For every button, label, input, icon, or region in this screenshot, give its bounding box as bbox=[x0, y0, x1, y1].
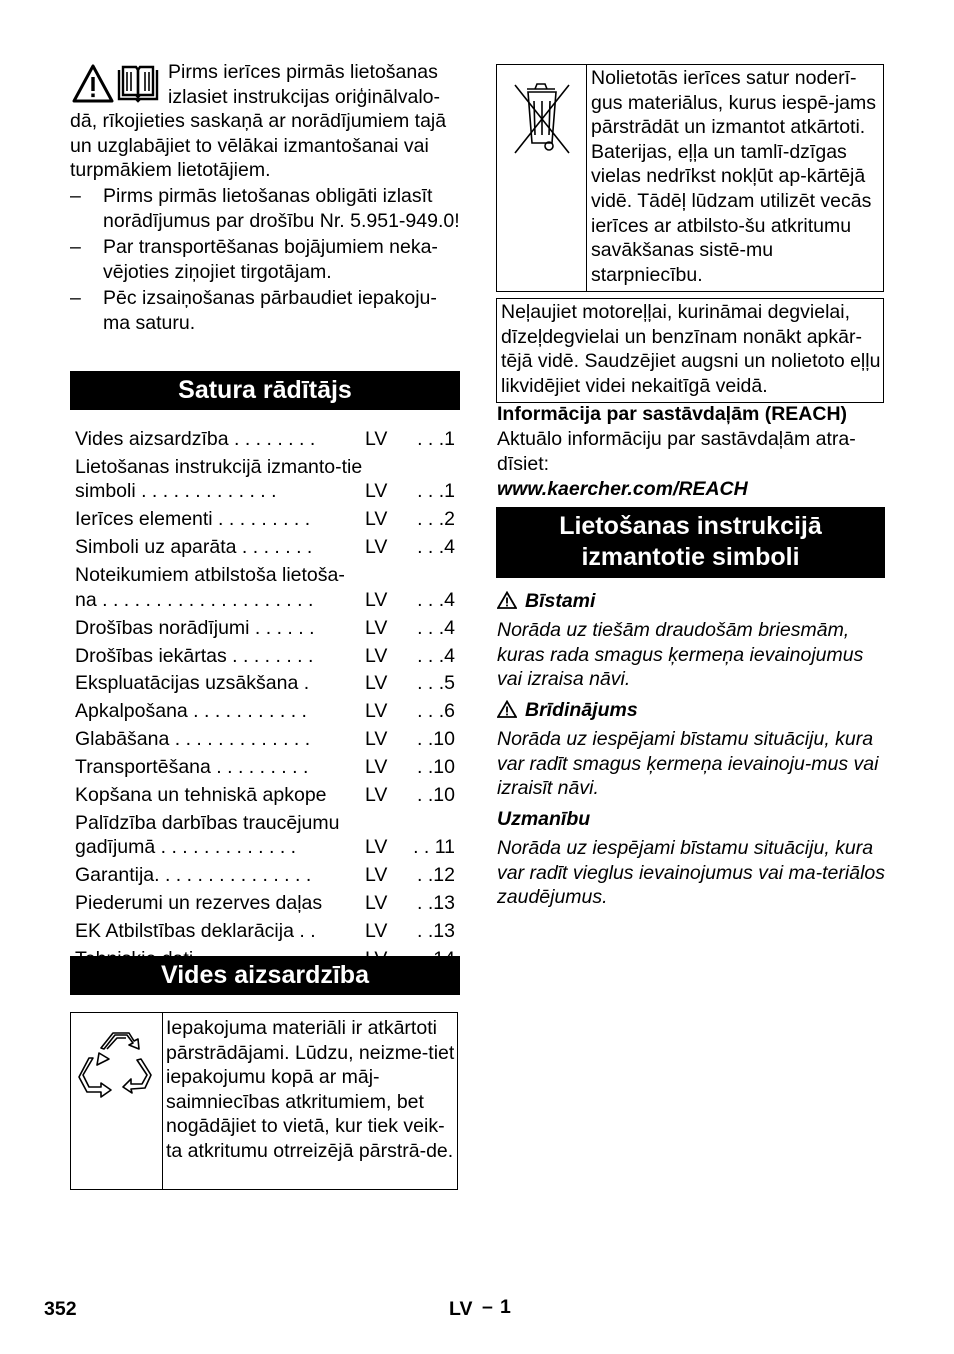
toc-page: . . .4 bbox=[417, 644, 455, 667]
toc-lang: LV bbox=[365, 783, 388, 806]
toc-lang: LV bbox=[365, 892, 388, 915]
symbols-heading-line2: izmantotie simboli bbox=[581, 543, 800, 571]
toc-lang: LV bbox=[365, 616, 388, 639]
toc-row[interactable] bbox=[75, 535, 455, 560]
toc-page: . . .6 bbox=[417, 700, 455, 723]
toc-row[interactable] bbox=[75, 699, 455, 724]
toc-lang: LV bbox=[365, 536, 388, 559]
warning-heading bbox=[497, 698, 638, 723]
recycle-icon bbox=[71, 1013, 162, 1189]
symbols-heading bbox=[496, 507, 885, 578]
toc-lang: LV bbox=[365, 480, 388, 503]
weee-icon-cell bbox=[497, 65, 587, 291]
toc-title: Lietošanas instrukcijā izmanto-tie simboli . . . . . . . . . . . . . bbox=[75, 455, 363, 503]
bullet-text: Par transportēšanas bojājumiem neka-vējoties ziņojiet tirgotājam. bbox=[103, 236, 438, 283]
recycle-text: Iepakojuma materiāli ir atkārtoti pārstrādājami. Lūdzu, neizme-tiet iepakojumu kopā ar māj-saimniecības atkritumiem, bet nogādājiet to vietā, kur tiek veik-ta atkritumu otrreizējā pārstrā-de. bbox=[166, 1017, 455, 1162]
reach-title: Informācija par sastāvdaļām (REACH) bbox=[497, 403, 848, 425]
list-item bbox=[70, 286, 460, 335]
toc-page: . .13 bbox=[417, 920, 455, 943]
toc-title: Glabāšana . . . . . . . . . . . . . bbox=[75, 728, 311, 751]
footer-lang: LV bbox=[449, 1298, 473, 1320]
list-item bbox=[70, 184, 460, 233]
toc-page: . . .1 bbox=[417, 480, 455, 503]
danger-title: Bīstami bbox=[525, 590, 596, 612]
toc-page: . .12 bbox=[417, 864, 455, 887]
toc-page: . . .5 bbox=[417, 672, 455, 695]
caution-text: Norāda uz iespējami bīstamu situāciju, kura var radīt vieglus ievainojumus vai ma-teriālos zaudējumus. bbox=[497, 837, 885, 909]
warning-triangle-icon bbox=[497, 591, 517, 609]
toc-title: Drošības norādījumi . . . . . . bbox=[75, 616, 315, 639]
intro-text-first: Pirms ierīces pirmās lietošanas izlasiet instrukcijas oriģinālvalo- bbox=[168, 61, 441, 108]
toc-lang: LV bbox=[365, 588, 388, 611]
toc-row[interactable] bbox=[75, 427, 455, 452]
crossed-bin-icon bbox=[497, 65, 586, 291]
page-number: 352 bbox=[44, 1298, 77, 1320]
warning-title: Brīdinājums bbox=[525, 699, 638, 721]
warning-triangle-icon bbox=[497, 700, 517, 718]
toc-title: Ekspluatācijas uzsākšana . bbox=[75, 672, 310, 695]
weee-info-box bbox=[496, 64, 884, 292]
reach-text: Aktuālo informāciju par sastāvdaļām atra-dīsiet: bbox=[497, 428, 856, 475]
bullet-text: Pirms pirmās lietošanas obligāti izlasīt norādījumus par drošību Nr. 5.951-949.0! bbox=[103, 185, 460, 232]
toc-lang: LV bbox=[365, 700, 388, 723]
toc-row[interactable] bbox=[75, 671, 455, 696]
toc-row[interactable] bbox=[75, 863, 455, 888]
toc-lang: LV bbox=[365, 864, 388, 887]
toc-row[interactable] bbox=[75, 783, 455, 808]
toc-lang: LV bbox=[365, 672, 388, 695]
toc-row[interactable] bbox=[75, 755, 455, 780]
danger-text: Norāda uz tiešām draudošām briesmām, kuras rada smagus ķermeņa ievainojumus vai izraisa nāvi. bbox=[497, 619, 864, 691]
toc-title: Palīdzība darbības traucējumu gadījumā . . . . . . . . . . . . . bbox=[75, 811, 340, 859]
bullet-dash: – bbox=[70, 185, 81, 207]
toc-page: . . .2 bbox=[417, 508, 455, 531]
toc-page: . .10 bbox=[417, 783, 455, 806]
toc-title: Kopšana un tehniskā apkope bbox=[75, 783, 327, 806]
toc-lang: LV bbox=[365, 508, 388, 531]
toc-lang: LV bbox=[365, 644, 388, 667]
danger-heading bbox=[497, 589, 595, 614]
toc-title: Ierīces elementi . . . . . . . . . bbox=[75, 508, 311, 531]
toc-row[interactable] bbox=[75, 727, 455, 752]
toc-title: Apkalpošana . . . . . . . . . . . bbox=[75, 700, 307, 723]
footer-separator: – bbox=[482, 1296, 493, 1318]
intro-icons bbox=[72, 64, 160, 104]
toc-title: Garantija. . . . . . . . . . . . . . . bbox=[75, 864, 312, 887]
toc-page: . . .4 bbox=[417, 616, 455, 639]
toc-title: Simboli uz aparāta . . . . . . . bbox=[75, 536, 313, 559]
toc-lang: LV bbox=[365, 836, 388, 859]
toc-page: . . .1 bbox=[417, 428, 455, 450]
oil-info-box bbox=[496, 298, 884, 403]
list-item bbox=[70, 235, 460, 284]
weee-text: Nolietotās ierīces satur noderī-gus materiālus, kurus iespē-jams pārstrādāt un izmantot atkārtoti. Baterijas, eļļa un tamlī-dzīgas vielas nedrīkst nokļūt ap-kārtējā vidē. Tādēļ lūdzam utilizēt vecās ierīces ar atbilsto-šu atkritumu savākšanas sistē-mu starpniecību. bbox=[591, 67, 877, 286]
symbols-heading-line1: Lietošanas instrukcijā bbox=[559, 512, 822, 540]
manual-book-icon bbox=[116, 64, 160, 104]
toc-row[interactable] bbox=[75, 507, 455, 532]
toc-row[interactable] bbox=[75, 563, 455, 612]
intro-text-rest: dā, rīkojieties saskaņā ar norādījumiem tajā un uzglabājiet to vēlākai izmantošanai vai turpmākiem lietotājiem. bbox=[70, 110, 447, 182]
caution-heading bbox=[497, 807, 590, 832]
toc-row[interactable] bbox=[75, 919, 455, 944]
bullet-dash: – bbox=[70, 236, 81, 259]
toc-title: Drošības iekārtas . . . . . . . . bbox=[75, 644, 314, 667]
toc-lang: LV bbox=[365, 756, 388, 779]
toc-row[interactable] bbox=[75, 455, 455, 504]
bullet-dash: – bbox=[70, 287, 81, 310]
toc-title: Piederumi un rezerves daļas bbox=[75, 892, 323, 915]
toc-title: Vides aizsardzība . . . . . . . . bbox=[75, 428, 316, 450]
toc-lang: LV bbox=[365, 728, 388, 751]
toc-row[interactable] bbox=[75, 644, 455, 669]
table-of-contents bbox=[75, 427, 455, 975]
recycle-icon-cell bbox=[71, 1013, 163, 1189]
toc-page: . . .4 bbox=[417, 588, 455, 611]
toc-row[interactable] bbox=[75, 891, 455, 916]
toc-row[interactable] bbox=[75, 811, 455, 860]
toc-page: . .10 bbox=[417, 728, 455, 751]
oil-text: Neļaujiet motoreļļai, kurināmai degvielai, dīzeļdegvielai un benzīnam nonākt apkār-tējā vidē. Saudzējiet augsni un nolietoto eļļu likvidējiet videi nekaitīgā veidā. bbox=[501, 301, 881, 397]
recycle-info-box bbox=[70, 1012, 458, 1190]
reach-link[interactable]: www.kaercher.com/REACH bbox=[497, 478, 748, 500]
toc-page: . .13 bbox=[417, 892, 455, 915]
footer-page: 1 bbox=[500, 1296, 511, 1318]
toc-row[interactable] bbox=[75, 616, 455, 641]
intro-bullet-list bbox=[70, 184, 460, 338]
warning-text: Norāda uz iespējami bīstamu situāciju, kura var radīt smagus ķermeņa ievainoju-mus vai izraisīt nāvi. bbox=[497, 728, 879, 800]
toc-title: Transportēšana . . . . . . . . . bbox=[75, 756, 309, 779]
toc-lang: LV bbox=[365, 920, 388, 943]
toc-title: EK Atbilstības deklarācija . . bbox=[75, 920, 316, 943]
bullet-text: Pēc izsaiņošanas pārbaudiet iepakoju-ma saturu. bbox=[103, 287, 437, 334]
toc-page: . . .4 bbox=[417, 536, 455, 559]
environment-heading: Vides aizsardzība bbox=[70, 956, 460, 995]
toc-page: . . 11 bbox=[413, 836, 455, 859]
toc-page: . .10 bbox=[417, 756, 455, 779]
caution-title: Uzmanību bbox=[497, 808, 591, 830]
toc-heading: Satura rādītājs bbox=[70, 371, 460, 410]
toc-lang: LV bbox=[365, 428, 388, 450]
toc-title: Noteikumiem atbilstoša lietoša-na . . . . . . . . . . . . . . . . . . . . bbox=[75, 564, 345, 611]
